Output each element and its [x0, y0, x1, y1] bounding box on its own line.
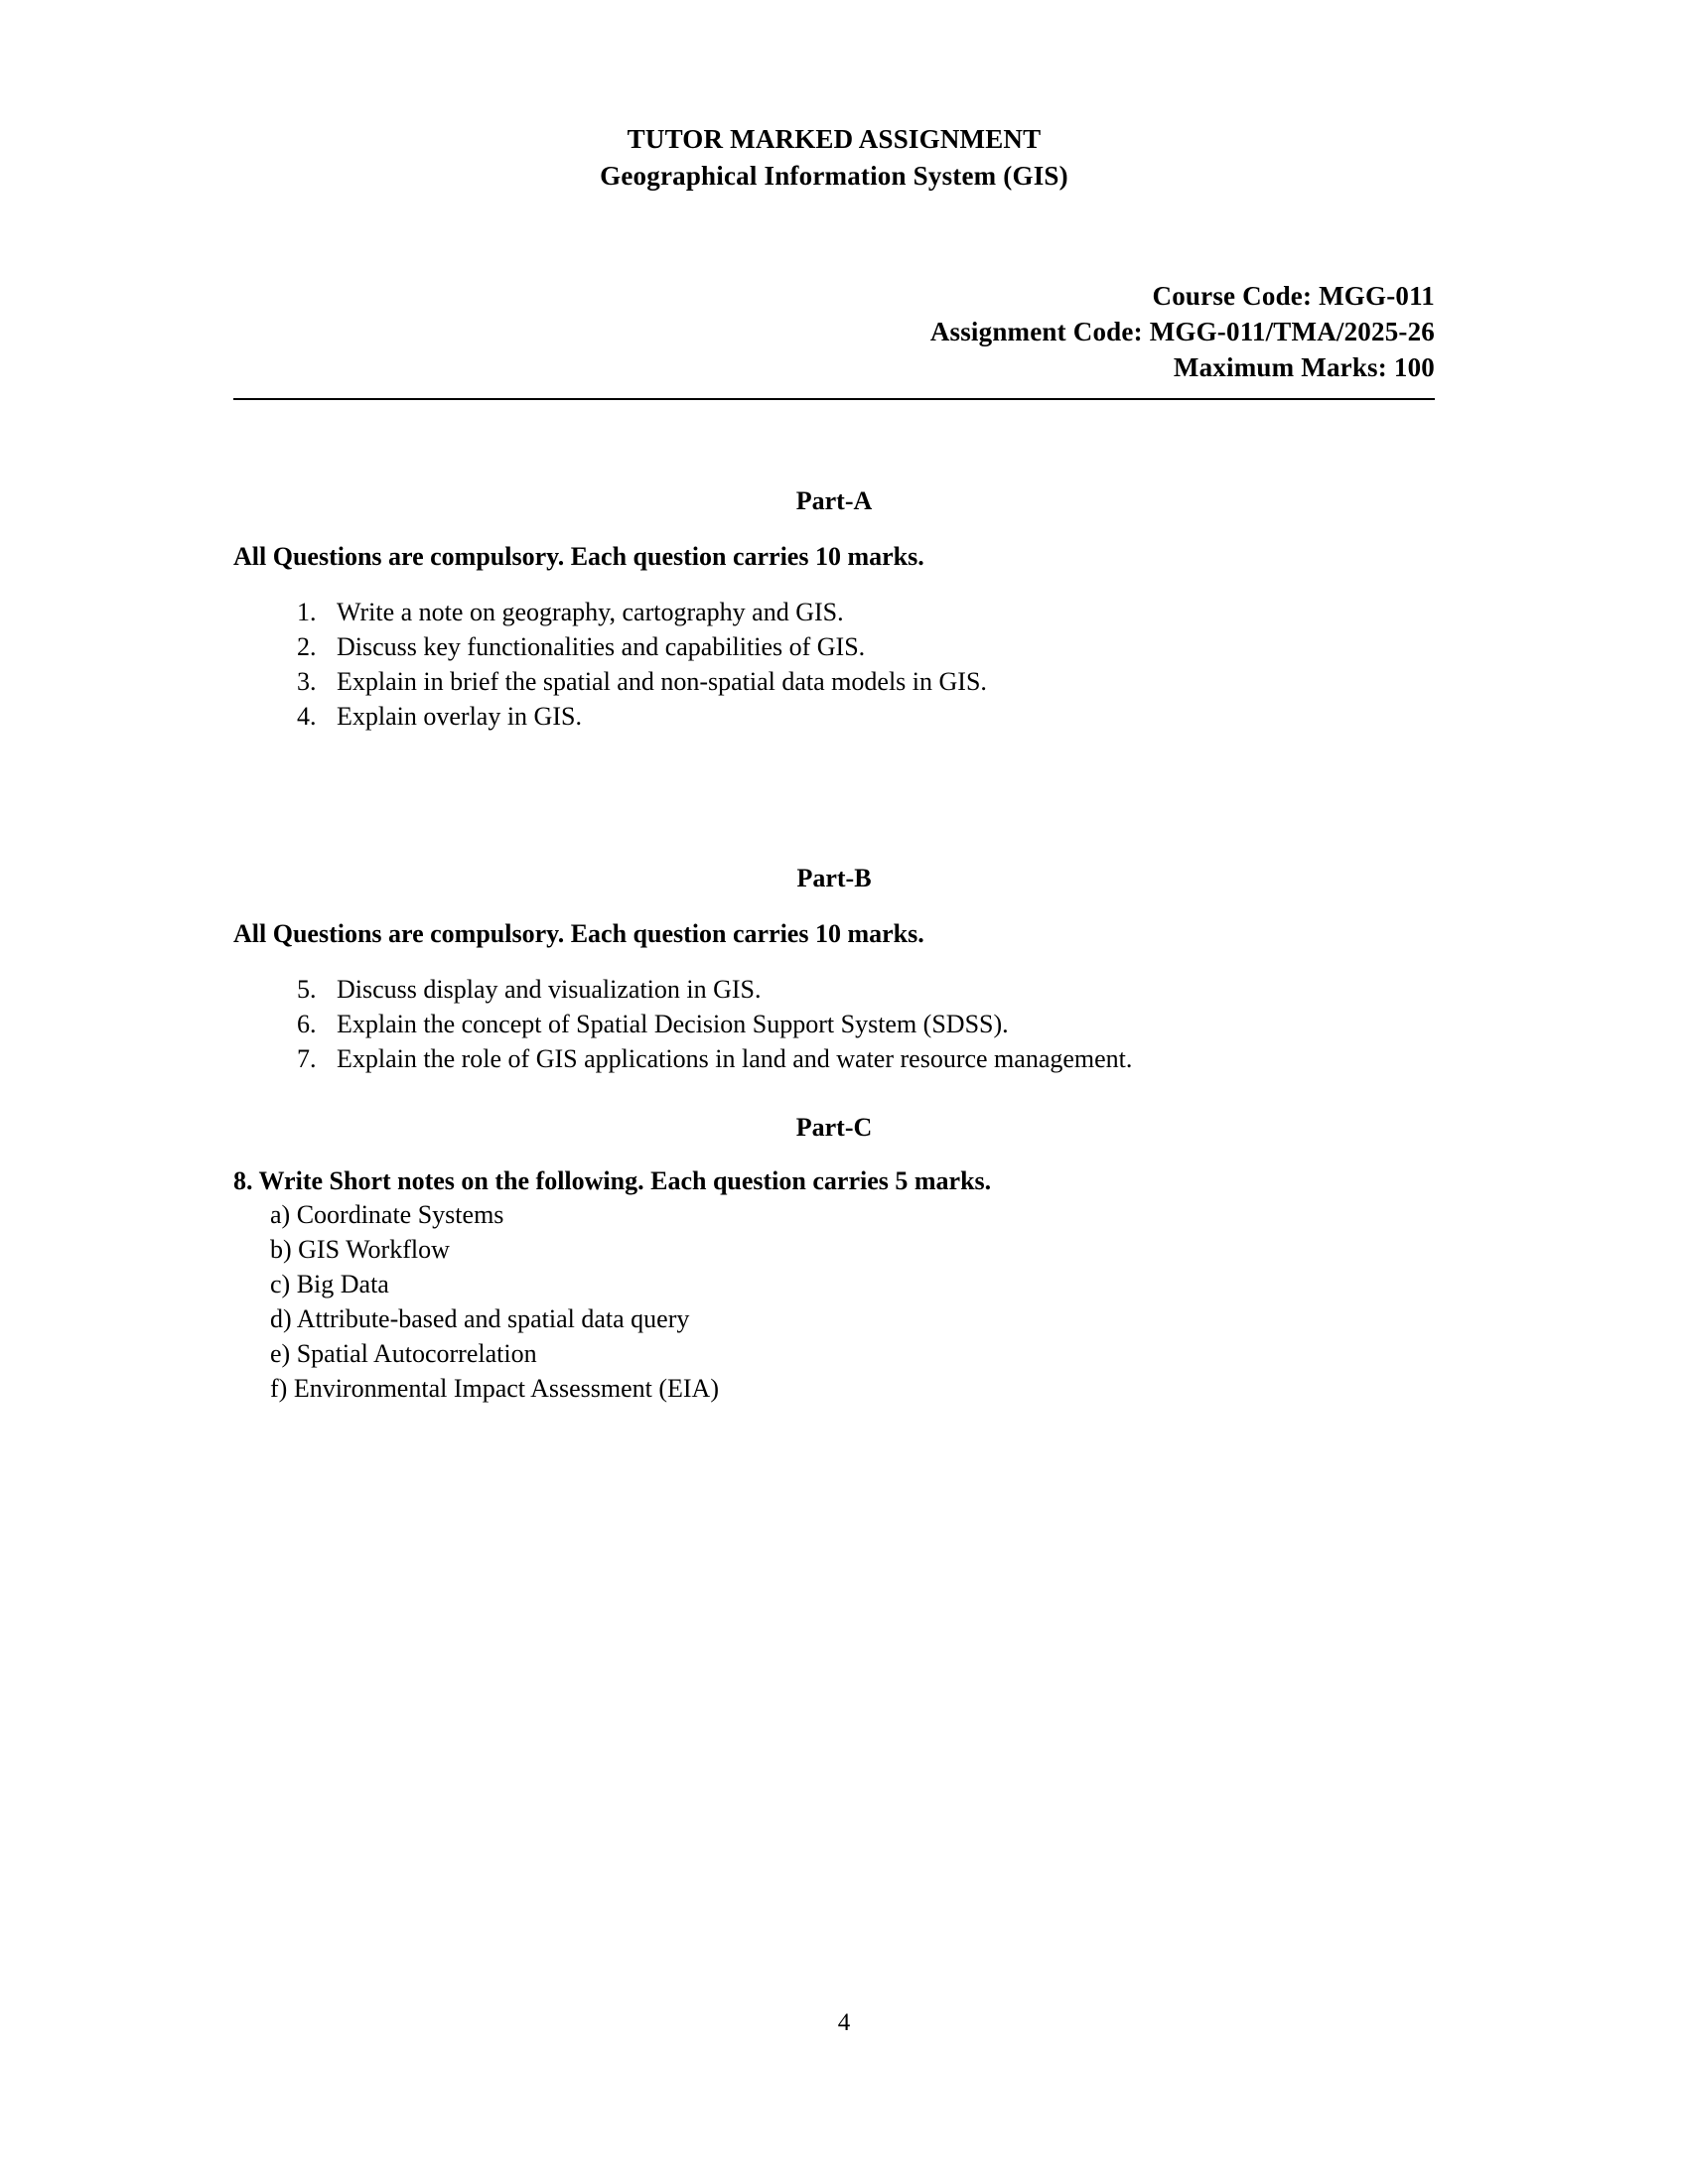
part-c-heading: Part-C: [795, 1113, 873, 1142]
list-item: 2. Discuss key functionalities and capabilities of GIS.: [323, 629, 1435, 664]
part-c-sub-question-list: [233, 1197, 1435, 1406]
document-title-line-2: Geographical Information System (GIS): [600, 161, 1068, 191]
assignment-meta-block: [233, 278, 1435, 385]
list-item: 7. Explain the role of GIS applications in land and water resource management.: [323, 1041, 1435, 1076]
header-divider: [233, 398, 1435, 400]
document-title-line-1: TUTOR MARKED ASSIGNMENT: [627, 124, 1042, 154]
part-b-heading: Part-B: [796, 864, 872, 892]
spacer: [233, 734, 1435, 863]
list-item: d) Attribute-based and spatial data query: [270, 1304, 690, 1333]
assignment-code: Assignment Code: MGG-011/TMA/2025-26: [929, 317, 1435, 346]
list-item: a) Coordinate Systems: [270, 1200, 504, 1229]
course-code: Course Code: MGG-011: [1152, 281, 1435, 311]
page-number: 4: [837, 2009, 851, 2036]
list-item: 5. Discuss display and visualization in GIS.: [323, 972, 1435, 1007]
part-b-question-list: [233, 972, 1435, 1076]
part-a-heading: Part-A: [795, 486, 873, 515]
list-item: e) Spatial Autocorrelation: [270, 1339, 537, 1368]
spacer: [233, 1076, 1435, 1112]
list-item: 3. Explain in brief the spatial and non-spatial data models in GIS.: [323, 664, 1435, 699]
spacer: [233, 408, 1435, 485]
part-b-instruction: All Questions are compulsory. Each question carries 10 marks.: [233, 919, 924, 948]
spacer: [233, 517, 1435, 541]
list-item: 4. Explain overlay in GIS.: [323, 699, 1435, 734]
document-title-block: [233, 121, 1435, 195]
spacer: [233, 573, 1435, 595]
spacer: [233, 894, 1435, 918]
list-item: 1. Write a note on geography, cartography and GIS.: [323, 595, 1435, 629]
spacer: [233, 950, 1435, 972]
list-item: b) GIS Workflow: [270, 1235, 450, 1264]
list-item: f) Environmental Impact Assessment (EIA): [270, 1374, 719, 1403]
list-item: 6. Explain the concept of Spatial Decision Support System (SDSS).: [323, 1007, 1435, 1041]
list-item: c) Big Data: [270, 1270, 389, 1298]
maximum-marks: Maximum Marks: 100: [1173, 352, 1435, 382]
spacer: [233, 1144, 1435, 1165]
part-a-instruction: All Questions are compulsory. Each question carries 10 marks.: [233, 542, 924, 571]
part-a-question-list: [233, 595, 1435, 734]
part-c-instruction: 8. Write Short notes on the following. Each question carries 5 marks.: [233, 1166, 992, 1195]
page-content-column: [233, 0, 1435, 1406]
